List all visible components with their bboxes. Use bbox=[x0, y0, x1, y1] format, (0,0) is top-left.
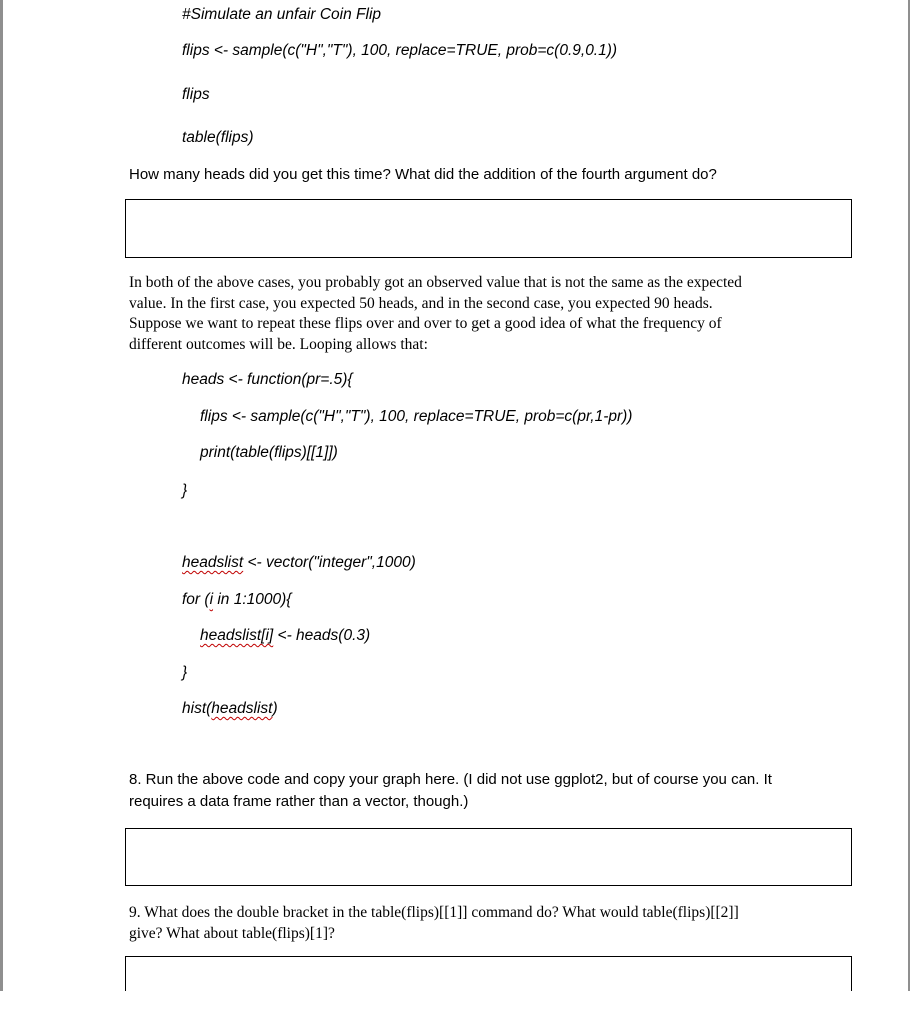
loop-assign-line bbox=[200, 627, 370, 645]
question-8-line-2: requires a data frame rather than a vector, though.) bbox=[129, 793, 469, 810]
for-keyword: for ( bbox=[182, 591, 210, 608]
question-8 bbox=[129, 769, 849, 813]
question-9 bbox=[129, 903, 849, 944]
question-9-line-1: 9. What does the double bracket in the table(flips)[[1]] command do? What would table(flips)[[2]] bbox=[129, 904, 739, 921]
loop-index: i bbox=[209, 591, 214, 608]
function-sample-line: flips <- sample(c("H","T"), 100, replace=TRUE, prob=c(pr,1-pr)) bbox=[200, 408, 633, 425]
answer-box-graph[interactable] bbox=[125, 828, 852, 886]
headslist-index: headslist[i] bbox=[200, 627, 274, 644]
headslist-var: headslist bbox=[182, 554, 244, 571]
hist-call: hist( bbox=[182, 700, 212, 717]
question-heads: How many heads did you get this time? What did the addition of the fourth argument do? bbox=[129, 166, 717, 183]
paragraph-line-2: value. In the first case, you expected 50 heads, and in the second case, you expected 90 heads. bbox=[129, 294, 713, 312]
hist-arg: headslist bbox=[211, 700, 273, 717]
intro-paragraph bbox=[129, 273, 849, 355]
for-range: in 1:1000){ bbox=[213, 591, 292, 608]
paragraph-line-3: Suppose we want to repeat these flips over and over to get a good idea of what the frequency of bbox=[129, 315, 722, 332]
heads-call: <- heads(0.3) bbox=[273, 627, 371, 644]
answer-box-heads[interactable] bbox=[125, 199, 852, 258]
code-line-flips: flips bbox=[182, 86, 210, 103]
paragraph-line-1: In both of the above cases, you probably got an observed value that is not the same as the expected bbox=[129, 274, 742, 291]
function-close-brace: } bbox=[182, 482, 188, 499]
function-print-line: print(table(flips)[[1]]) bbox=[200, 444, 338, 461]
loop-for-line bbox=[182, 591, 291, 609]
code-comment: #Simulate an unfair Coin Flip bbox=[182, 6, 382, 23]
page-cutoff bbox=[0, 991, 912, 1024]
page-edge-left bbox=[0, 0, 3, 1024]
loop-close-brace: } bbox=[182, 664, 188, 681]
code-line-table: table(flips) bbox=[182, 129, 254, 146]
function-def-line: heads <- function(pr=.5){ bbox=[182, 371, 353, 388]
paragraph-line-4: different outcomes will be. Looping allows that: bbox=[129, 335, 428, 353]
code-line-sample: flips <- sample(c("H","T"), 100, replace=TRUE, prob=c(0.9,0.1)) bbox=[182, 42, 618, 59]
question-8-line-1: 8. Run the above code and copy your graph here. (I did not use ggplot2, but of course you can. It bbox=[129, 771, 772, 788]
page-edge-right bbox=[908, 0, 910, 1024]
question-9-line-2: give? What about table(flips)[1]? bbox=[129, 924, 335, 942]
vector-call: <- vector("integer",1000) bbox=[243, 554, 416, 571]
loop-vector-line bbox=[182, 554, 416, 572]
hist-line bbox=[182, 700, 278, 718]
hist-close: ) bbox=[272, 700, 278, 717]
